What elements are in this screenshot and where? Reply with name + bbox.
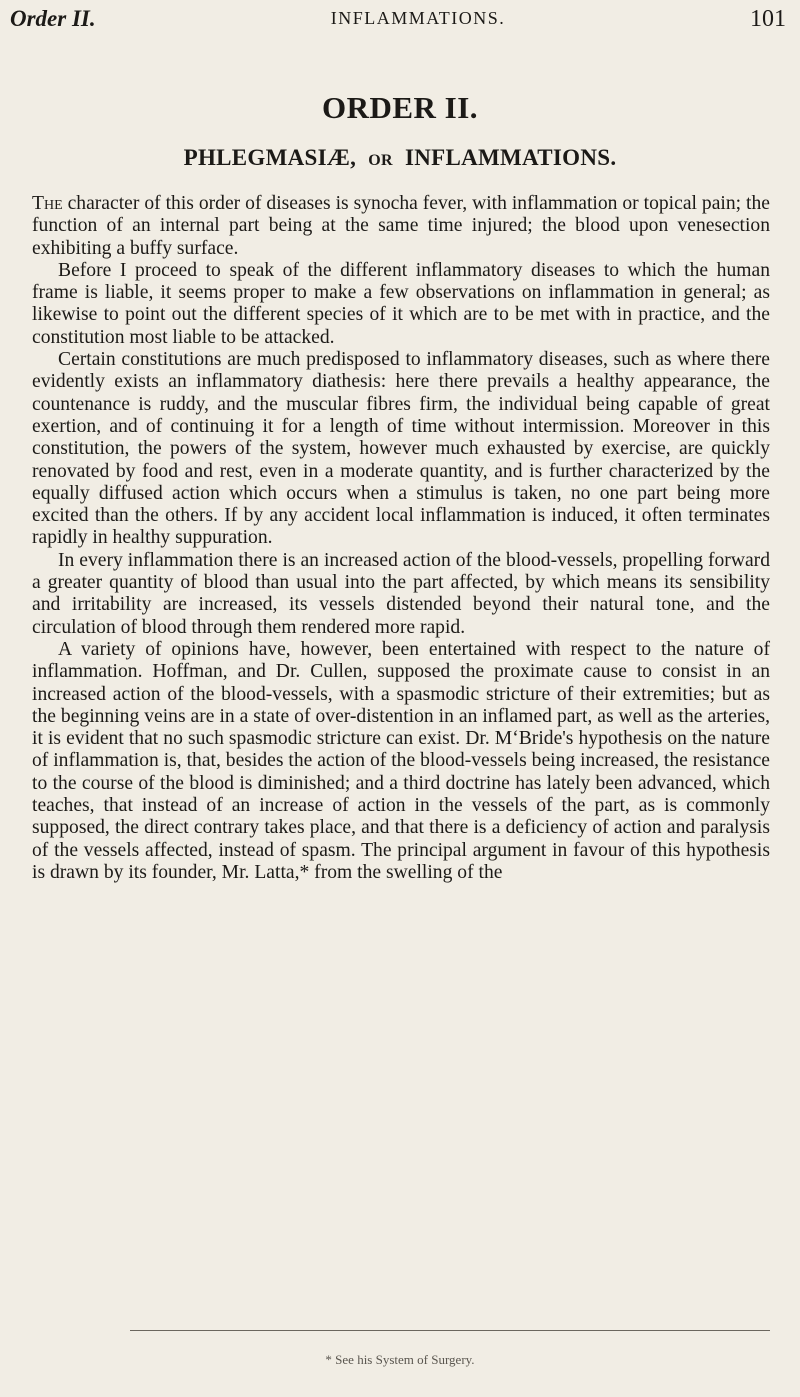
paragraph-lead-word: The — [32, 193, 63, 214]
footnote-divider — [130, 1330, 770, 1331]
paragraph-constitutions: Certain constitutions are much predisposed to inflammatory diseases, such as where there evidently exists an inflammatory diathesis: here there prevails a healthy appearance, the countenance is ruddy, and the muscular fibres firm, the individual being capable of great exertion, and of continuing it for a length of time without intermission. Moreover in this constitution, the powers of the system, however much exhausted by exercise, are quickly renovated by food and rest, even in a moderate quantity, and is further characterized by the equally diffused action which occurs when a stimulus is taken, no one part being more excited than the others. If by any accident local inflammation is induced, it often terminates rapidly in healthy suppuration. — [32, 349, 770, 549]
running-head — [10, 4, 786, 40]
page-number: 101 — [750, 6, 786, 32]
section-heading-latin: PHLEGMASIÆ, — [183, 145, 357, 170]
paragraph-text: character of this order of diseases is synocha fever, with inflammation or topical pain; the function of an internal part being at the same time injured; the blood upon venesection exhibiting a buffy surface. — [32, 193, 770, 259]
body-text — [32, 193, 770, 884]
order-heading: ORDER II. — [321, 90, 479, 125]
section-heading-or: OR — [368, 152, 393, 169]
section-heading — [0, 145, 800, 171]
paragraph-opinions: A variety of opinions have, however, been entertained with respect to the nature of inflammation. Hoffman, and Dr. Cullen, supposed the proximate cause to consist in an increased action of the blood-vessels, with a spasmodic stricture of their extremities; but as the beginning veins are in a state of over-distention in an inflamed part, as well as the arteries, it is evident that no such spasmodic stricture can exist. Dr. M‘Bride's hypothesis on the nature of inflammation is, that, besides the action of the blood-vessels being increased, the resistance to the course of the blood is diminished; and a third doctrine has lately been advanced, which teaches, that instead of an increase of action in the vessels of the part, as is commonly supposed, the direct contrary takes place, and that there is a deficiency of action and paralysis of the vessels affected, instead of spasm. The principal argument in favour of this hypothesis is drawn by its founder, Mr. Latta,* from the swelling of the — [32, 638, 770, 883]
footnote: * See his System of Surgery. — [325, 1352, 475, 1367]
running-head-order: Order II. — [10, 6, 96, 31]
paragraph-introduction: Before I proceed to speak of the different inflammatory diseases to which the human frame is liable, it seems proper to make a few observations on inflammation in general; as likewise to point out the different species of it which are to be met with in practice, and the constitution most liable to be attacked. — [32, 259, 770, 348]
paragraph-definition — [32, 193, 770, 260]
section-heading-english: INFLAMMATIONS. — [404, 145, 617, 170]
running-head-title: INFLAMMATIONS. — [330, 8, 506, 28]
paragraph-increased-action: In every inflammation there is an increased action of the blood-vessels, propelling forward a greater quantity of blood than usual into the part affected, by which means its sensibility and irritability are increased, its vessels distended beyond their natural tone, and the circulation of blood through them rendered more rapid. — [32, 549, 770, 638]
